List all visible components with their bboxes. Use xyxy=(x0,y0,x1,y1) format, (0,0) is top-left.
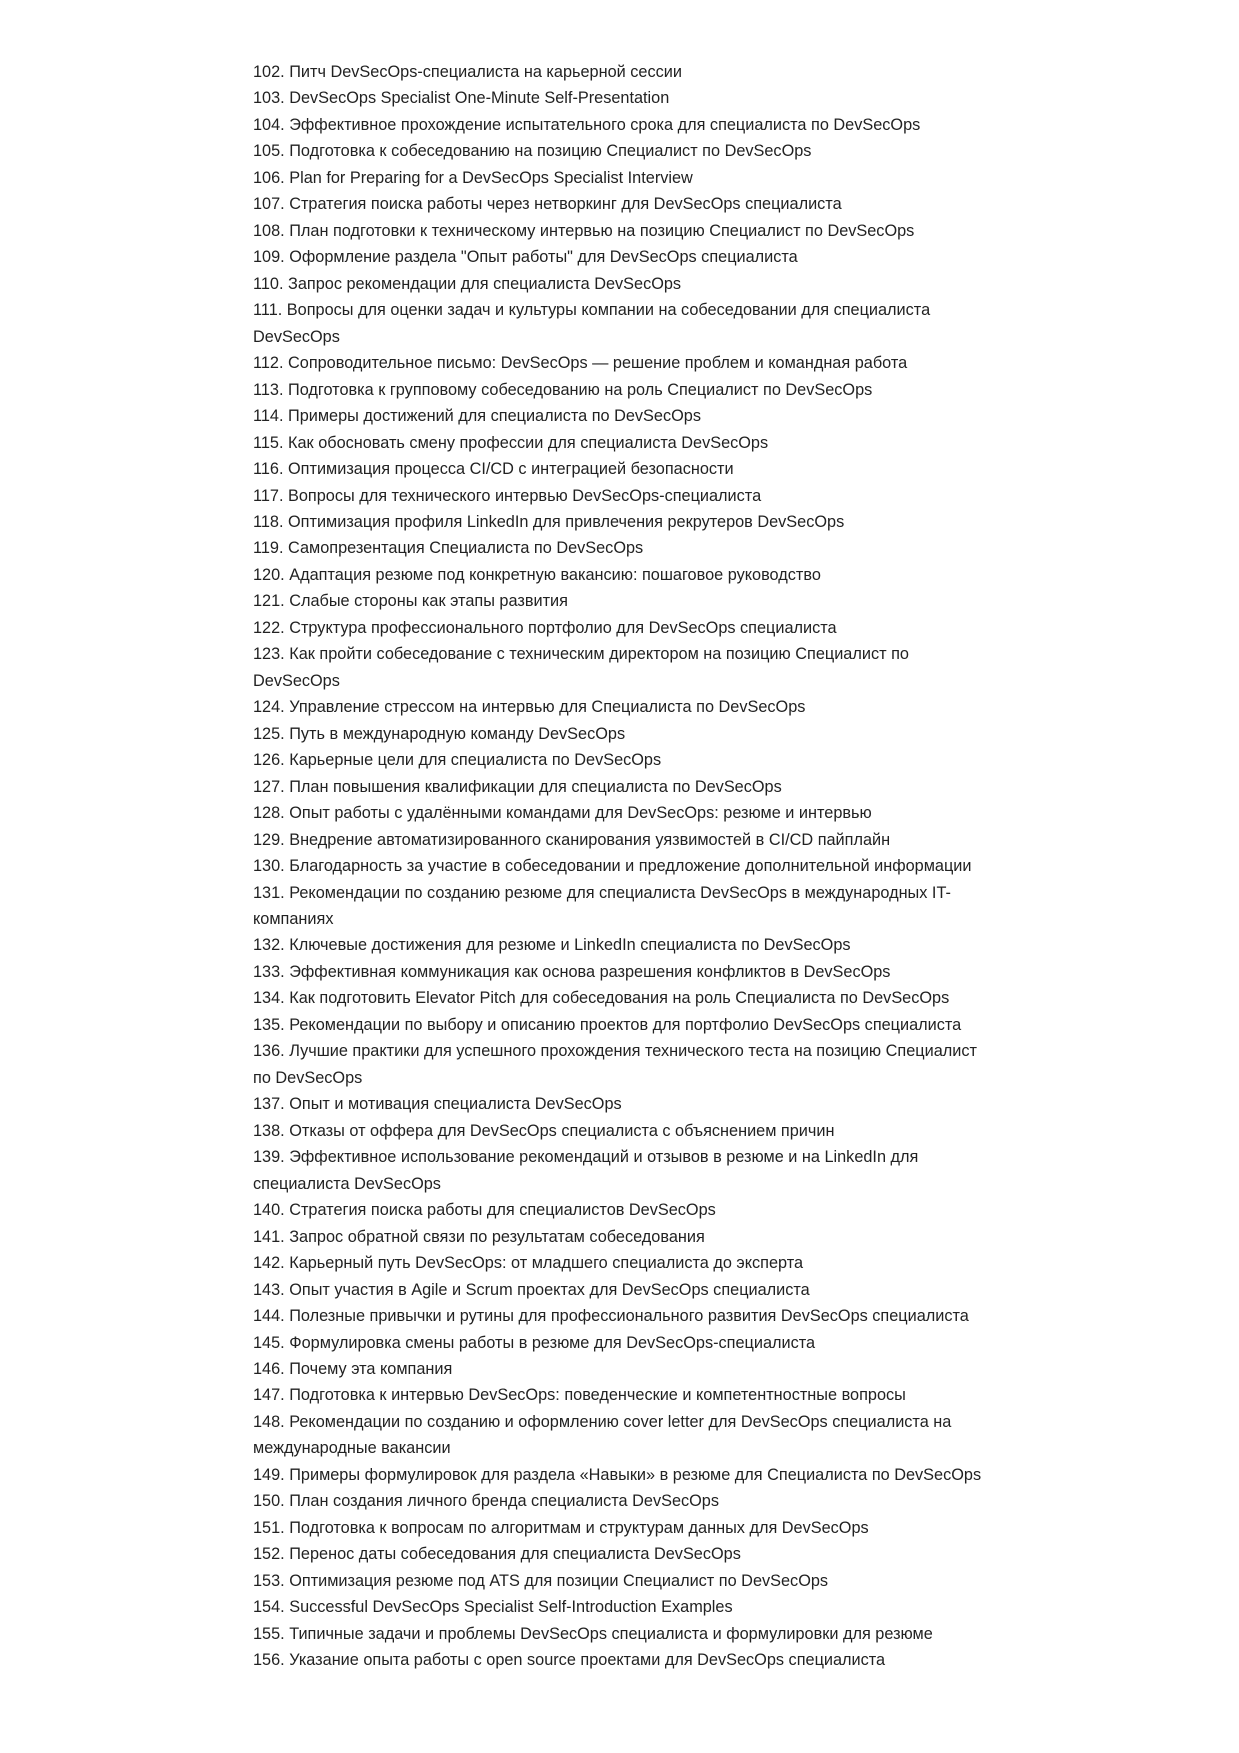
list-item: 155. Типичные задачи и проблемы DevSecOps специалиста и формулировки для резюме xyxy=(253,1624,933,1643)
list-item: 152. Перенос даты собеседования для специалиста DevSecOps xyxy=(253,1545,741,1564)
list-item: 150. План создания личного бренда специалиста DevSecOps xyxy=(253,1492,719,1511)
list-item: 143. Опыт участия в Agile и Scrum проектах для DevSecOps специалиста xyxy=(253,1280,810,1299)
list-item: 130. Благодарность за участие в собеседовании и предложение дополнительной информации xyxy=(253,857,972,876)
list-item: 127. План повышения квалификации для специалиста по DevSecOps xyxy=(253,777,782,796)
list-item: 105. Подготовка к собеседованию на позицию Специалист по DevSecOps xyxy=(253,142,812,161)
list-item: 112. Сопроводительное письмо: DevSecOps — решение проблем и командная работа xyxy=(253,354,908,373)
list-item: 137. Опыт и мотивация специалиста DevSecOps xyxy=(253,1095,622,1114)
list-item: 123. Как пройти собеседование с техническим директором на позицию Специалист по DevSecOps xyxy=(253,645,909,690)
list-item: 120. Адаптация резюме под конкретную вакансию: пошаговое руководство xyxy=(253,565,821,584)
list-item: 119. Самопрезентация Специалиста по DevSecOps xyxy=(253,539,644,558)
list-item: 104. Эффективное прохождение испытательного срока для специалиста по DevSecOps xyxy=(253,115,921,134)
list-item: 118. Оптимизация профиля LinkedIn для привлечения рекрутеров DevSecOps xyxy=(253,512,845,531)
list-item: 124. Управление стрессом на интервью для Специалиста по DevSecOps xyxy=(253,698,806,717)
list-item: 141. Запрос обратной связи по результатам собеседования xyxy=(253,1227,705,1246)
list-item: 128. Опыт работы с удалёнными командами для DevSecOps: резюме и интервью xyxy=(253,804,872,823)
list-item: 144. Полезные привычки и рутины для профессионального развития DevSecOps специалиста xyxy=(253,1307,969,1326)
list-item: 142. Карьерный путь DevSecOps: от младшего специалиста до эксперта xyxy=(253,1254,804,1273)
list-item: 140. Стратегия поиска работы для специалистов DevSecOps xyxy=(253,1201,716,1220)
list-item: 108. План подготовки к техническому интервью на позицию Специалист по DevSecOps xyxy=(253,221,915,240)
list-item: 138. Отказы от оффера для DevSecOps специалиста с объяснением причин xyxy=(253,1121,835,1140)
list-item: 131. Рекомендации по созданию резюме для специалиста DevSecOps в международных IT-компаниях xyxy=(253,883,951,928)
list-item: 151. Подготовка к вопросам по алгоритмам и структурам данных для DevSecOps xyxy=(253,1518,869,1537)
list-item: 156. Указание опыта работы с open source проектами для DevSecOps специалиста xyxy=(253,1651,886,1670)
list-item: 146. Почему эта компания xyxy=(253,1359,453,1378)
list-item: 153. Оптимизация резюме под ATS для позиции Специалист по DevSecOps xyxy=(253,1571,829,1590)
list-item: 110. Запрос рекомендации для специалиста DevSecOps xyxy=(253,274,682,293)
list-item: 111. Вопросы для оценки задач и культуры компании на собеседовании для специалиста DevSecOps xyxy=(253,301,931,346)
list-item: 102. Питч DevSecOps-специалиста на карьерной сессии xyxy=(253,63,682,81)
list-item: 149. Примеры формулировок для раздела «Навыки» в резюме для Специалиста по DevSecOps xyxy=(253,1465,982,1484)
list-item: 148. Рекомендации по созданию и оформлению cover letter для DevSecOps специалиста на международные вакансии xyxy=(253,1412,952,1458)
list-item: 115. Как обосновать смену профессии для специалиста DevSecOps xyxy=(253,433,769,452)
list-item: 125. Путь в международную команду DevSecOps xyxy=(253,724,626,743)
list-item: 134. Как подготовить Elevator Pitch для собеседования на роль Специалиста по DevSecOps xyxy=(253,989,950,1008)
list-item: 126. Карьерные цели для специалиста по DevSecOps xyxy=(253,751,662,770)
list-item: 129. Внедрение автоматизированного сканирования уязвимостей в CI/CD пайплайн xyxy=(253,830,891,849)
list-item: 109. Оформление раздела "Опыт работы" для DevSecOps специалиста xyxy=(253,248,798,267)
list-item: 103. DevSecOps Specialist One-Minute Self-Presentation xyxy=(253,89,670,108)
list-item: 121. Слабые стороны как этапы развития xyxy=(253,592,568,611)
list-item: 106. Plan for Preparing for a DevSecOps Specialist Interview xyxy=(253,168,693,187)
list-item: 139. Эффективное использование рекомендаций и отзывов в резюме и на LinkedIn для специалиста DevSecOps xyxy=(253,1148,919,1193)
document-list xyxy=(253,59,993,1674)
list-item: 113. Подготовка к групповому собеседованию на роль Специалист по DevSecOps xyxy=(253,380,873,399)
list-item: 114. Примеры достижений для специалиста по DevSecOps xyxy=(253,407,701,426)
list-item: 135. Рекомендации по выбору и описанию проектов для портфолио DevSecOps специалиста xyxy=(253,1015,962,1034)
list-item: 122. Структура профессионального портфолио для DevSecOps специалиста xyxy=(253,618,837,637)
list-item: 147. Подготовка к интервью DevSecOps: поведенческие и компетентностные вопросы xyxy=(253,1386,906,1405)
list-item: 107. Стратегия поиска работы через нетворкинг для DevSecOps специалиста xyxy=(253,195,842,214)
list-item: 116. Оптимизация процесса CI/CD с интеграцией безопасности xyxy=(253,460,734,479)
list-item: 117. Вопросы для технического интервью DevSecOps-специалиста xyxy=(253,486,762,505)
list-item: 136. Лучшие практики для успешного прохождения технического теста на позицию Специалист по DevSecOps xyxy=(253,1042,977,1087)
list-item: 133. Эффективная коммуникация как основа разрешения конфликтов в DevSecOps xyxy=(253,962,891,981)
list-item: 154. Successful DevSecOps Specialist Self-Introduction Examples xyxy=(253,1598,733,1617)
list-item: 145. Формулировка смены работы в резюме для DevSecOps-специалиста xyxy=(253,1333,816,1352)
list-item: 132. Ключевые достижения для резюме и LinkedIn специалиста по DevSecOps xyxy=(253,936,851,955)
